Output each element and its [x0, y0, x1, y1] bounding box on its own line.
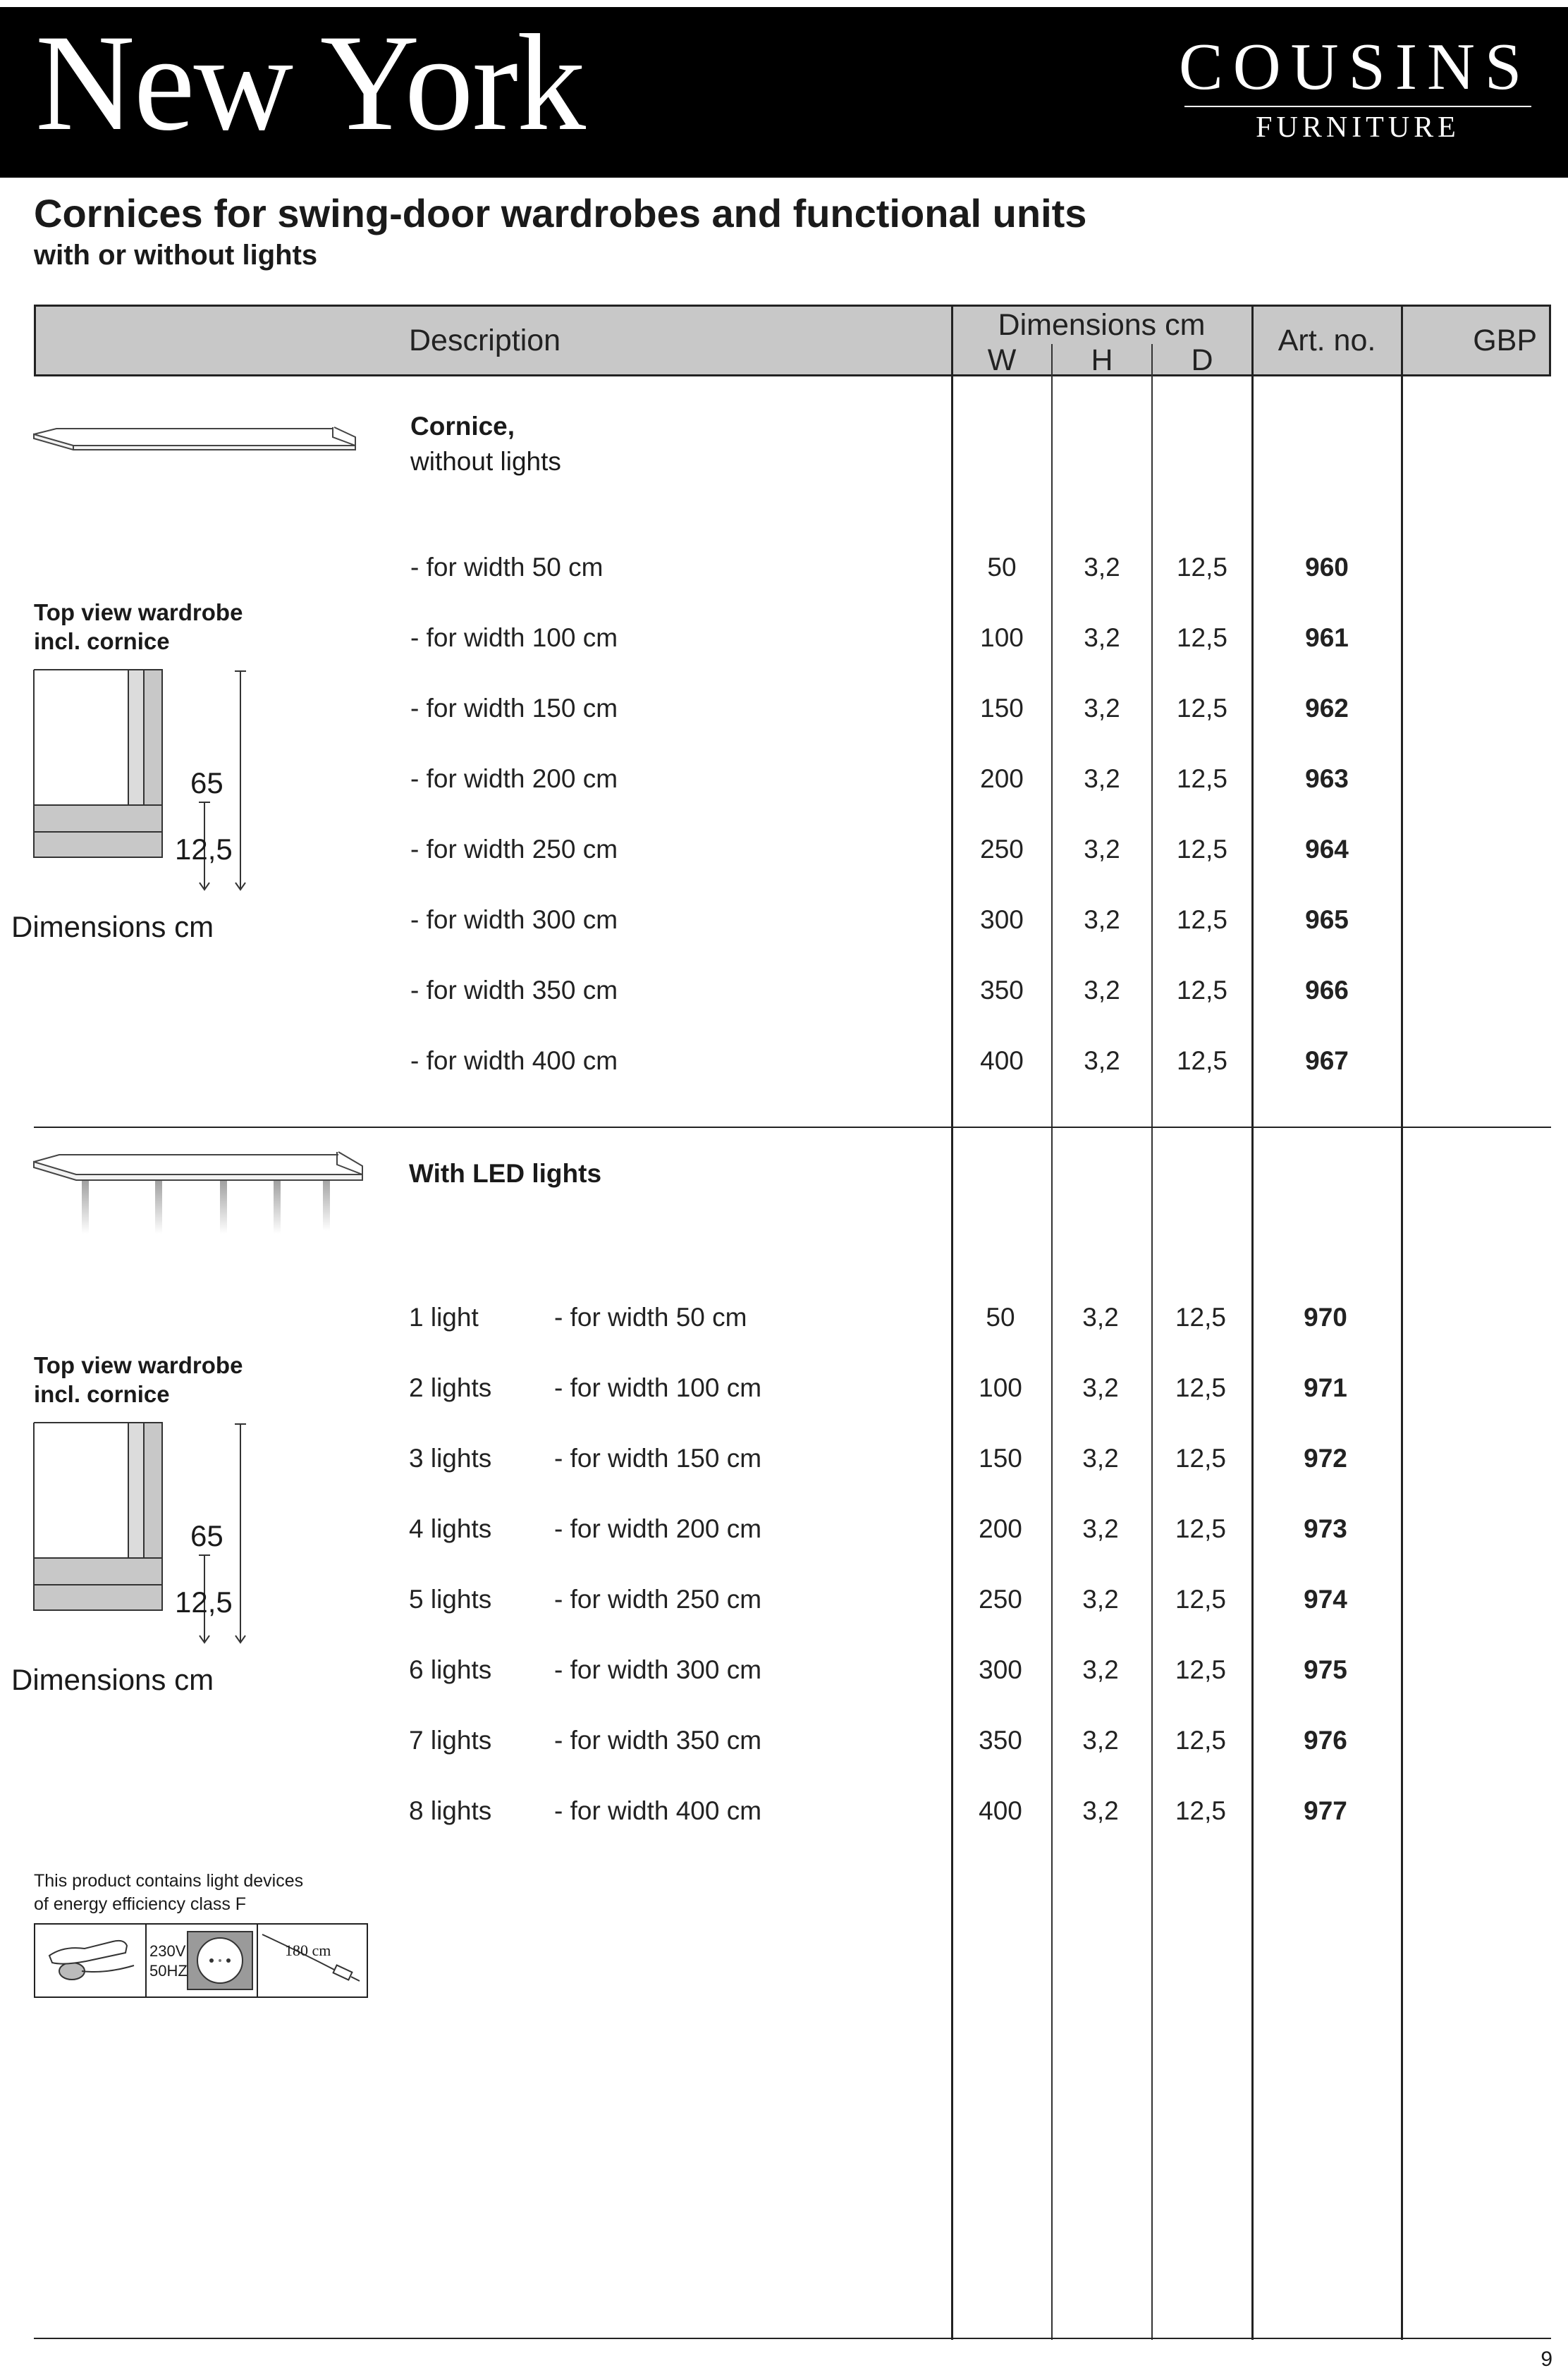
column-header-art-no: Art. no.: [1278, 324, 1376, 357]
brand-logo-subtitle: FURNITURE: [1256, 111, 1460, 144]
cornice-illustration: [31, 420, 362, 460]
row-description: - for width 350 cm: [410, 976, 618, 1005]
row-art-no: 976: [1304, 1726, 1347, 1755]
row-art-no: 964: [1305, 835, 1349, 864]
diagram-caption: [34, 598, 243, 656]
diagram-caption-line: incl. cornice: [34, 1381, 170, 1408]
led-cornice-illustration: [31, 1145, 369, 1251]
row-light-count: 8 lights: [409, 1796, 492, 1825]
row-description: - for width 150 cm: [554, 1444, 762, 1473]
row-height: 3,2: [1082, 1444, 1119, 1473]
row-height: 3,2: [1082, 1373, 1119, 1402]
row-art-no: 977: [1304, 1796, 1347, 1825]
column-rule: [34, 305, 36, 376]
row-height: 3,2: [1082, 1655, 1119, 1684]
row-light-count: 5 lights: [409, 1585, 492, 1614]
row-description: - for width 300 cm: [554, 1655, 762, 1684]
column-rule: [1251, 305, 1254, 2340]
row-art-no: 965: [1305, 905, 1349, 934]
row-description: - for width 100 cm: [410, 623, 618, 652]
power-cable-icon: [259, 1925, 365, 1996]
row-height: 3,2: [1084, 905, 1120, 934]
row-art-no: 963: [1305, 764, 1349, 793]
wardrobe-top-view-diagram: [32, 668, 258, 901]
row-art-no: 961: [1305, 623, 1349, 652]
row-width: 250: [979, 1585, 1022, 1614]
row-width: 350: [980, 976, 1024, 1005]
page-number: 9: [1541, 2348, 1552, 2371]
info-box-divider: [145, 1925, 147, 1996]
row-height: 3,2: [1082, 1585, 1119, 1614]
energy-note-line: This product contains light devices: [34, 1871, 304, 1891]
voltage-value: 230V: [149, 1942, 186, 1960]
diagram-depth-label: 12,5: [175, 833, 233, 866]
foot-switch-icon: [35, 1925, 145, 1996]
row-depth: 12,5: [1175, 1514, 1226, 1543]
row-light-count: 2 lights: [409, 1373, 492, 1402]
section-title: [410, 409, 561, 479]
row-depth: 12,5: [1175, 1655, 1226, 1684]
row-height: 3,2: [1084, 623, 1120, 652]
dimensions-caption: Dimensions cm: [11, 1663, 214, 1696]
section-title-rest: without lights: [410, 446, 561, 476]
row-width: 100: [979, 1373, 1022, 1402]
diagram-caption: [34, 1351, 243, 1409]
diagram-height-label: 65: [190, 766, 223, 799]
row-depth: 12,5: [1175, 1373, 1226, 1402]
diagram-caption-line: Top view wardrobe: [34, 599, 243, 625]
frequency-value: 50HZ: [149, 1961, 188, 1980]
row-description: - for width 50 cm: [410, 553, 604, 582]
row-depth: 12,5: [1176, 623, 1227, 652]
row-depth: 12,5: [1176, 694, 1227, 723]
row-width: 300: [979, 1655, 1022, 1684]
row-description: - for width 200 cm: [554, 1514, 762, 1543]
row-depth: 12,5: [1176, 1046, 1227, 1075]
column-header-description: Description: [409, 324, 561, 357]
column-header-w: W: [987, 343, 1017, 377]
row-width: 400: [980, 1046, 1024, 1075]
info-box-divider: [257, 1925, 258, 1996]
diagram-caption-line: Top view wardrobe: [34, 1352, 243, 1378]
row-depth: 12,5: [1176, 835, 1227, 864]
power-info-box: [34, 1923, 368, 1998]
row-art-no: 971: [1304, 1373, 1347, 1402]
diagram-depth-label: 12,5: [175, 1585, 233, 1619]
row-height: 3,2: [1082, 1514, 1119, 1543]
row-height: 3,2: [1084, 976, 1120, 1005]
row-width: 400: [979, 1796, 1022, 1825]
row-depth: 12,5: [1176, 764, 1227, 793]
row-width: 200: [980, 764, 1024, 793]
table-bottom-rule: [34, 2338, 1551, 2339]
row-art-no: 972: [1304, 1444, 1347, 1473]
column-header-h: H: [1091, 343, 1113, 377]
energy-note-line: of energy efficiency class F: [34, 1894, 247, 1914]
column-header-dimensions: Dimensions cm: [998, 308, 1206, 342]
row-depth: 12,5: [1176, 905, 1227, 934]
row-description: - for width 250 cm: [410, 835, 618, 864]
row-light-count: 4 lights: [409, 1514, 492, 1543]
row-art-no: 962: [1305, 694, 1349, 723]
brand-logo-rule: [1184, 106, 1531, 107]
wardrobe-top-view-diagram: [32, 1421, 258, 1654]
row-art-no: 974: [1304, 1585, 1347, 1614]
row-height: 3,2: [1084, 835, 1120, 864]
row-depth: 12,5: [1175, 1726, 1226, 1755]
row-description: - for width 50 cm: [554, 1303, 747, 1332]
dimensions-caption: Dimensions cm: [11, 910, 214, 943]
row-description: - for width 300 cm: [410, 905, 618, 934]
row-description: - for width 100 cm: [554, 1373, 762, 1402]
series-title: New York: [35, 6, 585, 159]
column-rule: [1549, 305, 1551, 376]
column-rule: [1151, 344, 1153, 2340]
row-height: 3,2: [1082, 1303, 1119, 1332]
row-width: 150: [979, 1444, 1022, 1473]
row-width: 50: [987, 553, 1017, 582]
row-depth: 12,5: [1175, 1303, 1226, 1332]
page-title: Cornices for swing-door wardrobes and functional units: [34, 191, 1087, 235]
power-socket-icon: [186, 1930, 254, 1991]
row-height: 3,2: [1084, 553, 1120, 582]
section-title: With LED lights: [409, 1159, 602, 1188]
row-height: 3,2: [1084, 1046, 1120, 1075]
voltage-label: [149, 1942, 188, 1980]
row-height: 3,2: [1084, 694, 1120, 723]
row-height: 3,2: [1084, 764, 1120, 793]
row-height: 3,2: [1082, 1726, 1119, 1755]
row-height: 3,2: [1082, 1796, 1119, 1825]
row-description: - for width 350 cm: [554, 1726, 762, 1755]
row-width: 250: [980, 835, 1024, 864]
row-description: - for width 150 cm: [410, 694, 618, 723]
row-description: - for width 400 cm: [410, 1046, 618, 1075]
section-title-bold: Cornice,: [410, 412, 515, 441]
row-art-no: 970: [1304, 1303, 1347, 1332]
column-header-gbp: GBP: [1473, 324, 1537, 357]
row-art-no: 960: [1305, 553, 1349, 582]
row-description: - for width 250 cm: [554, 1585, 762, 1614]
row-depth: 12,5: [1175, 1444, 1226, 1473]
row-art-no: 966: [1305, 976, 1349, 1005]
page-subtitle: with or without lights: [34, 240, 318, 271]
section-divider: [34, 1127, 1551, 1128]
cable-length-label: 180 cm: [285, 1942, 331, 1959]
row-art-no: 973: [1304, 1514, 1347, 1543]
row-width: 200: [979, 1514, 1022, 1543]
row-depth: 12,5: [1175, 1796, 1226, 1825]
row-depth: 12,5: [1176, 553, 1227, 582]
row-light-count: 7 lights: [409, 1726, 492, 1755]
column-header-d: D: [1191, 343, 1213, 377]
row-width: 350: [979, 1726, 1022, 1755]
row-width: 300: [980, 905, 1024, 934]
column-rule: [1401, 305, 1403, 2340]
brand-logo-name: COUSINS: [1179, 30, 1532, 104]
row-description: - for width 400 cm: [554, 1796, 762, 1825]
row-width: 150: [980, 694, 1024, 723]
row-width: 100: [980, 623, 1024, 652]
row-light-count: 6 lights: [409, 1655, 492, 1684]
energy-efficiency-note: [34, 1870, 303, 1915]
row-light-count: 1 light: [409, 1303, 479, 1332]
row-art-no: 975: [1304, 1655, 1347, 1684]
diagram-caption-line: incl. cornice: [34, 628, 170, 655]
row-description: - for width 200 cm: [410, 764, 618, 793]
row-depth: 12,5: [1175, 1585, 1226, 1614]
row-depth: 12,5: [1176, 976, 1227, 1005]
row-width: 50: [986, 1303, 1015, 1332]
column-rule: [1051, 344, 1053, 2340]
row-light-count: 3 lights: [409, 1444, 492, 1473]
diagram-height-label: 65: [190, 1519, 223, 1552]
column-rule: [951, 305, 953, 2340]
row-art-no: 967: [1305, 1046, 1349, 1075]
